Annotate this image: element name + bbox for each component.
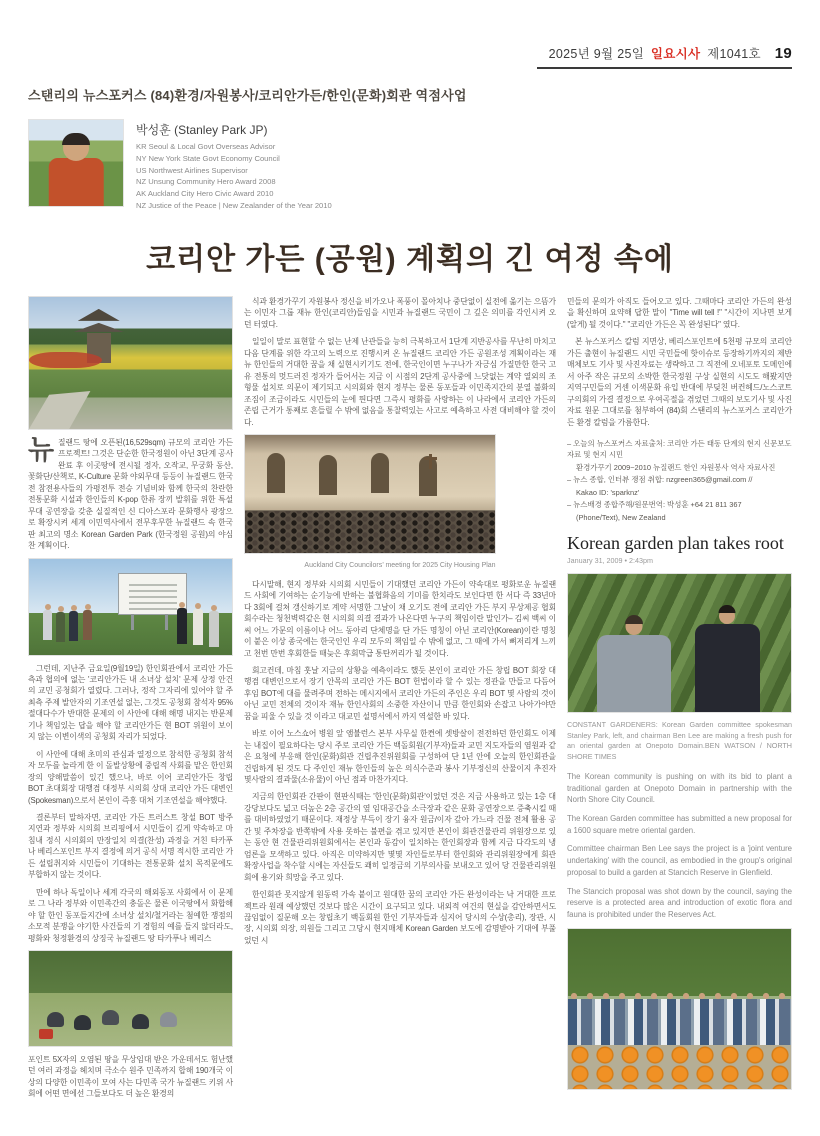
body-paragraph: 바로 이어 노스쇼어 병원 앞 앰뷸런스 본부 사무실 한켠에 셋방살이 전전하던 한인회도 이제는 내집이 필요하다는 당시 주로 코리안 가든 백돌회원(기부자)들과 교민 지도자들의 염원과 같은 요청에 부응해 한인(문화)회관 건립추진위원회를 구성하여 단 1년 안에 오늘의 한인회관을 건립하게 된 것도 다 주인인 재뉴 한인들의 높은 의식수준과 봉사 기부정신의 산물이지 추진자 몇사람의 결과물(소유물)이 아닌 점과 마찬가지다.: [244, 729, 556, 785]
person-figure: [597, 635, 671, 712]
masthead: [0, 0, 820, 104]
paper-name: 일요시사: [650, 47, 701, 61]
people-figures: [568, 999, 791, 1045]
author-portrait-photo: [28, 119, 124, 207]
page-number: 19: [774, 45, 792, 62]
body-paragraph: 일일이 말로 표현할 수 없는 난제 난관들을 능히 극복하고서 1단계 지반공사를 무난히 마치고 다음 단계를 위한 각고의 노력으로 진행시켜 온 뉴질랜드 코리안 가든 공원조성 계획이라는 재뉴 한인들의 거대한 꿈을 채 실현시키기도 전에, 한국인이면 누구나가 자긍심 가질만한 한국 고유 전통의 멋드러진 정자가 들어서는 지금 이 시점의 2단계 공사중에 느닷없는 계약 열외의 조형물 설치로 의문이 제기되고 시의회와 현지 정부는 물론 동포들과 이민족지간의 분열 불화의 조짐이 조금이라도 시민들의 눈에 띈다면 그즉시 평화를 사랑하는 이 나라에서 코리안 가든의 존립 근거가 통째로 흔들릴 수 밖에 없음을 통찰력있는 사고로 예측하고 사전 대비해야 할 것이다.: [244, 337, 557, 427]
group-sign-photo: [28, 558, 233, 656]
english-paragraph: The Korean community is pushing on with its bid to plant a traditional garden at Onepoto Domain in partnership with the North Shore City Council.: [567, 772, 792, 805]
body-paragraph: 한인회관 못지않게 원동력 가속 붙이고 원대한 꿈의 코리안 가든 완성이라는 낙 거대한 프로젝트라 원래 예상했던 것보다 많은 시간이 요구되고 있다. 내외적 여건의 현실을 감안하면서도 끊임없이 질문해 오는 창립초기 백돌회원 한인 기부자들과 심지어 당시의 수상(총리), 장관, 시장, 시의회 의장, 의원들 그리고 그당시 현지매체 Korean Garden 보도에 감명받아 기대에 부풀었던 시: [244, 890, 556, 945]
sources-block: [567, 438, 792, 523]
source-line: – 뉴스배경 종합주해/원문번역: 박성훈 +64 21 811 367: [567, 500, 742, 510]
column-middle: [244, 296, 556, 1106]
masthead-rule: [537, 67, 792, 69]
author-block: [0, 119, 820, 214]
drop-cap: 뉴: [28, 435, 54, 465]
author-credential: NZ Unsung Community Hero Award 2008: [136, 177, 276, 187]
english-article-heading: Korean garden plan takes root: [567, 533, 784, 554]
column-right: [567, 296, 792, 1106]
author-bio: [136, 119, 332, 212]
article-body: [0, 296, 820, 1106]
english-paragraph: Committee chairman Ben Lee says the project is a 'joint venture undertaking' with the council, as embodied in the group's original proposal to build a garden at Stancich Reserve in Glenfield.: [567, 844, 792, 877]
author-face: [63, 135, 89, 161]
english-paragraph: The Korean Garden committee has submitted a new proposal for a 1600 square metre oriental garden.: [567, 814, 792, 835]
source-line: – 오늘의 뉴스포커스 자료출처: 코리안 가든 태동 단계의 현지 신문보도 자료 및 현지 시민: [567, 438, 792, 460]
source-line: – 뉴스 종합, 인터뷰 쟁점 취합: nzgreen365@gmail.com //: [567, 475, 753, 485]
body-paragraph: 그런데, 지난주 금요일(9월19일) 한인회관에서 코리안 가든 측과 협의에 없는 '코리안가든 내 소녀상 설치' 문제 상정 안건의 교민 공청회가 열렸다. 그러나, 정작 그자리에 있어야 할 주최측 주제 발안자의 기조연설 없는, 그것도 공청회 참석자 95% 절대다수가 반대한 문제의 이 사안에 대해 해명 내지는 반문제기나 책임있는 답을 해야 할 코리안가든 현 BOT 위원이 보이지 않는 이변이색의 공청회 자리가 되었다.: [28, 663, 233, 742]
body-paragraph: 포인트 5X자의 오염된 땅을 무상임대 받은 가운데서도 험난했던 여러 과정을 헤치며 극소수 원주 민족까지 합해 190개국 이상의 다양한 이민족이 모여 사는 다민족 국가 뉴질랜드 키위 사회에 어떤 면에선 그들보다도 더 높은 환경의: [28, 1054, 233, 1099]
photo-caption: CONSTANT GARDENERS: Korean Garden committee spokesman Stanley Park, left, and chairman Ben Lee are making a fresh push for an oriental garden at Onepoto Domain.BEN WATSON / NORTH SHORE TIMES: [567, 720, 792, 761]
english-paragraph: The Stancich proposal was shot down by the council, saying the reserve is a protected area and introduction of exotic flora and fauna is prohibited under the Reserves Act.: [567, 886, 792, 919]
flower-bed: [29, 352, 102, 368]
people-figures: [47, 1012, 64, 1027]
volunteers-digging-photo: [28, 950, 233, 1047]
two-gardeners-photo: [567, 573, 792, 713]
body-paragraph: 만에 하나 독일이나 세계 각국의 해외동포 사회에서 이 문제로 그 나라 정부와 이민족간의 충돌은 물론 이국땅에서 화합해야 할 한인 동포들지간에 소녀상 설치/철거라는 첨예한 쟁점의 소모적 분쟁을 야기한 사건들의 기 경험의 예를 들지 않더라도, 평화와 청정환경의 상징국 뉴질랜드 땅 타카푸나 베리스: [28, 887, 233, 943]
author-credential: US Northwest Airlines Supervisor: [136, 165, 248, 175]
source-line: Kakao ID: 'sparknz': [576, 487, 640, 497]
author-credential: NZ Justice of the Peace | New Zealander of the Year 2010: [136, 200, 332, 210]
body-paragraph: 결론부터 말하자면, 코리안 가든 트러스트 창설 BOT 방주 지연과 정부와 시의회 브리핑에서 시민들이 깊게 약속하고 마침내 정식 시의회의 만장일치 의결(찬성) 과정을 거친 타카푸나 베리스포인트 부지 결정에 의거 공식 서명 적시한 코리안 가든 설립취지와 시민들이 기대하는 전통문화 설치 목적문에도 부합하지 않는 것이다.: [28, 812, 233, 880]
cross-icon: [429, 454, 432, 469]
volunteers-orange-bags-photo: [567, 928, 792, 1090]
body-paragraph: 식과 환경가꾸기 자원봉사 정신을 비가오나 폭풍이 몰아치나 중단없이 실전에 옮기는 으뜸가는 이민자 그룹 재뉴 한인(코리안)들임을 시민과 뉴질랜드 국민이 그 깊은 의미를 각인시켜 오던 터였다.: [244, 297, 556, 329]
orange-bags: [568, 1045, 791, 1088]
body-paragraph: 다시말해, 현지 정부와 시의회 시민들이 기대했던 코리안 가든이 약속대로 평화로운 뉴질랜드 사회에 기여하는 순기능에 반하는 불협화음의 기미를 한치라도 보인다면 한 서다 즉 33년마다 3회에 걸쳐 갱신하기로 계약 서명한 그날이 채 오기도 전에 코리안 가든 부지 무상제공 협회 회수라는 청천벽력같은 현 시의회 의결 결과가 나온다면 누구의 책임이란 말인가– 김씨 백씨 이씨 어느 가문의 이름이나 어느 동아리 단체명을 단 가든 명칭이 아닌 코리안(Korean)이란 명칭이 붙은 이상 종국에는 한국인인 우리 모두의 책임일 수 밖에 없고, 그 때에 가서 뼈저리게 느끼고 천번 만번 후회한들 때늦은 후회막급 통탄꺼리가 될 것이다.: [244, 579, 556, 658]
body-paragraph: 회고컨데, 마침 훗날 지금의 상황을 예측이라도 했듯 본인이 코리안 가든 창립 BOT 회장 대행겸 대변인으로서 장기 안목의 코리안 가든 BOT 헌법이라 할 수 있는 정관을 만들고 다듬어 후임 BOT에 대를 물려주며 전하는 메시지에서 코리안 가든의 주인은 우리 BOT 몇 사람의 것이 아닌 교민 전체의 것이자 재뉴 한인사회의 소중한 자산이니 만큼 한인회와 손잡고 나아가야만 꿈을 피울 수 있을 것 이라고 대교민 설명서에서 까지 역설한 바 있다.: [244, 665, 556, 721]
column-section-header: 스탠리의 뉴스포커스 (84)환경/자원봉사/코리안가든/한인(문화)회관 역점사업: [28, 88, 467, 103]
korean-garden-pagoda-photo: [28, 296, 233, 430]
council-meeting-photo: [244, 434, 496, 554]
article-headline: 코리안 가든 (공원) 계획의 긴 여정 속에: [146, 243, 674, 276]
issue-date: 2025년 9월 25일: [548, 47, 645, 61]
source-line: (Phone/Text), New Zealand: [576, 512, 666, 522]
dateline: [28, 44, 792, 62]
intro-text: 질랜드 땅에 오픈된(16,529sqm) 규모의 코리안 가든 프로젝트! 그것은 단순한 한국정원이 아닌 3단계 공사 완료 후 이곳땅에 전시될 정자, 오작교, 무궁화 동산, 꽃화단/산책로, K-Culture 문화 야외무대 등등이 뉴질랜드 한국전 참전용사들의 가평전투 전승 기념비와 함께 한국의 찬란한 전통문화 시설과 한인들의 K-pop 한류 장끼 발휘를 위한 특설무대 공연장을 갖춘 실질적인 신 디아스포라 문화행사 광장으로 확장시켜 세계 이민역사에서 전무후무한 뉴질랜드 속 한국판 최고의 명소 Korean Garden Park (한국정원 공원)의 야심찬 계획이다.: [28, 438, 233, 551]
person-figure: [695, 624, 760, 712]
source-line: 환경가꾸기 2009~2010 뉴질랜드 한인 자원봉사 역사 자료사진: [576, 462, 776, 472]
people-figures: [43, 610, 52, 640]
people-figures: [177, 608, 187, 644]
red-bag: [39, 1029, 53, 1039]
author-figure: [49, 158, 104, 206]
audience-crowd: [245, 511, 495, 553]
author-credential: NY New York State Govt Economy Council: [136, 153, 280, 163]
body-paragraph: 본 뉴스포커스 칼럼 지면상, 베리스포인트에 5천평 규모의 코리안 가든 출현이 뉴질랜드 시민 국민들에 핫이슈로 등장하기까지의 제반 매체보도 기사 및 사진자료는 생략하고 그 직전에 오네포토 도메인에서 아주 작은 규모의 소박한 한국정원 구상 실현의 시도도 해봤지만 지역구민들의 거센 이색문화 유입 반대에 부딪친 버컨헤드/노스코트 구의회의 가결 결정으로 우여곡절을 겪었던 그때의 보도기사 및 사진자료 원문 그대로를 첨부하여 (84)회 스탠리의 뉴스포커스 코리안가든 환경 칼럼을 가름한다.: [567, 337, 792, 427]
column-left: [28, 296, 233, 1106]
author-credential: KR Seoul & Local Govt Overseas Advisor: [136, 142, 276, 151]
body-paragraph: 이 사안에 대해 초미의 관심과 열정으로 참석한 공청회 참석자 모두를 놀라게 한 이 돌발상황에 중립적 사회를 맡은 한인회장의 양해말씀이 있긴 했으나, 바로 이어 코리안가든 창립 BOT 초대회장 대행겸 대정부 시의회 상대 코리안 가든 대변인(Spokesman)으로서 본인이 즉흥 대처 기조연설을 해야했다.: [28, 749, 233, 805]
english-article-dateline: January 31, 2009 • 2:43pm: [567, 556, 654, 566]
issue-number: 제1041호: [707, 47, 761, 61]
church-windows: [267, 453, 285, 493]
author-name: 박성훈 (Stanley Park JP): [136, 123, 268, 137]
author-credential: AK Auckland City Hero Civic Award 2010: [136, 189, 274, 199]
intro-paragraph: [28, 437, 233, 552]
body-paragraph: 민들의 문의가 아직도 들어오고 있다. 그때마다 코리안 가든의 완성을 확신하며 요약해 답한 말이 "Time will tell !" "시간이 지나면 보게(알게) 될 것이다." "코리안 가든은 꼭 완성된다" 였다.: [567, 297, 792, 329]
garden-walkway: [29, 381, 141, 429]
photo-caption: Auckland City Councilors’ meeting for 2025 City Housing Plan: [304, 561, 496, 569]
body-paragraph: 지금의 한인회관 간판이 현판식때는 '한인(문화)회관'이었던 것은 지금 사용하고 있는 1층 대강당보다도 넓고 더높은 2층 공간의 옆 임대공간을 소극장과 같은 문화 공연장으로 증축시킬 때를 대비하였었기 때문이다. 재정상 부득이 장기 융자 원금/이자 갚아 가느라 건물 전체 활용 공간 및 주차장을 반쪽밖에 사용 못하는 불편을 겪고 있지만 본인이 회관건물관리 위원장으로 있는 동안 현 건물관리위원회에서는 본인과 동감이 일치하는 한인회장과 함께 지금 다각도의 냉엄론을 모색하고 있다. 아직은 미약하지만 몇몇 자인들로부터 한인회와 관리위원장에게 회관 확장사업을 착수할 시에는 자신들도 쾌히 일정금의 기부의사를 보내오고 있어 당 건물관리위원회에 용기와 희망을 주고 있다.: [244, 792, 556, 882]
